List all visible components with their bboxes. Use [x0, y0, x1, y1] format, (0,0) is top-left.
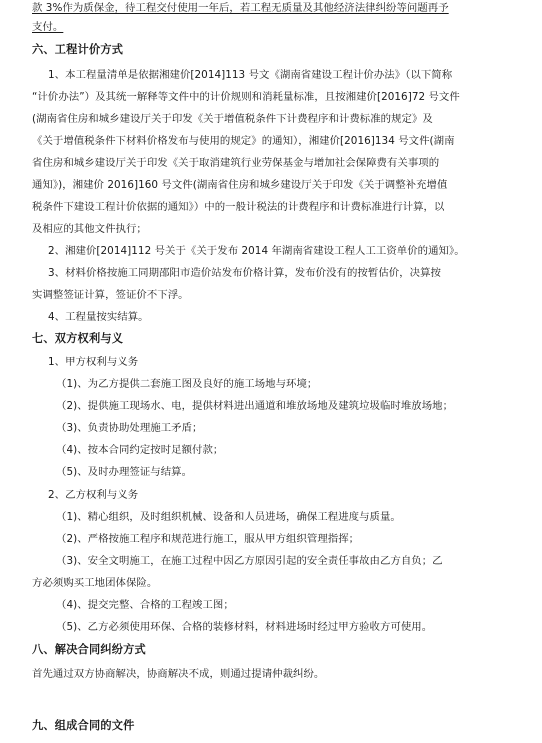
- section-6-paragraph-line: 通知》)，湘建价 2016]160 号文件(湖南省住房和城乡建设厅关于印发《关于调整补充增值: [32, 179, 448, 191]
- party-a-item: （3)、负责协助处理施工矛盾；: [56, 422, 203, 434]
- section-6-paragraph-line: (湖南省住房和城乡建设厅关于印发《关于增值税条件下计费程序和计费标准的规定》及: [32, 113, 433, 125]
- party-b-item: （4)、提交完整、合格的工程竣工图；: [56, 599, 234, 611]
- party-a-item: （5)、及时办理签证与结算。: [56, 466, 193, 478]
- party-a-item: （2)、提供施工现场水、电，提供材料进出通道和堆放场地及建筑垃圾临时堆放场地；: [56, 400, 454, 412]
- section-7-heading: 七、双方权利与义: [32, 332, 124, 345]
- payment-text-line: 支付。: [32, 21, 64, 33]
- section-6-item-4: 4、工程量按实结算。: [48, 311, 149, 323]
- section-6-paragraph-line: 1、本工程量清单是依据湘建价[2014]113 号文《湖南省建设工程计价办法》（以下简称: [48, 69, 453, 81]
- section-6-paragraph-line: 省住房和城乡建设厅关于印发《关于取消建筑行业劳保基金与增加社会保障费有关事项的: [32, 157, 440, 169]
- party-b-item: （5)、乙方必须使用环保、合格的装修材料，材料进场时经过甲方验收方可使用。: [56, 621, 433, 633]
- party-b-item: （3)、安全文明施工，在施工过程中因乙方原因引起的安全责任事故由乙方自负；乙: [56, 555, 443, 567]
- section-6-paragraph-line: 税条件下建设工程计价依据的通知》）中的一般计税法的计费程序和计费标准进行计算，以: [32, 201, 445, 213]
- party-b-heading: 2、乙方权利与义务: [48, 489, 139, 501]
- section-6-paragraph-line: 实调整签证计算，签证价不下浮。: [32, 289, 189, 301]
- section-6-paragraph-line: 3、材料价格按施工同期邵阳市造价站发布价格计算，发布价没有的按暂估价，决算按: [48, 267, 441, 279]
- section-9-heading: 九、组成合同的文件: [32, 719, 135, 732]
- section-6-paragraph-line: 《关于增值税条件下材料价格发布与使用的规定》的通知），湘建价[2016]134 号文件(湖南: [32, 135, 455, 147]
- party-a-heading: 1、甲方权利与义务: [48, 356, 139, 368]
- party-b-item: （1)、精心组织，及时组织机械、设备和人员进场，确保工程进度与质量。: [56, 511, 401, 523]
- party-b-item: （2)、严格按施工程序和规范进行施工，服从甲方组织管理指挥；: [56, 533, 360, 545]
- party-b-item-continuation: 方必须购买工地团体保险。: [32, 577, 158, 589]
- party-a-item: （4)、按本合同约定按时足额付款；: [56, 444, 224, 456]
- payment-text-line: 款 3%作为质保金，待工程交付使用一年后，若工程无质量及其他经济法律纠纷等问题再予: [32, 2, 449, 14]
- section-6-item-2: 2、湘建价[2014]112 号关于《关于发布 2014 年湖南省建设工程人工工资单价的通知》。: [48, 245, 465, 257]
- section-6-paragraph-line: 及相应的其他文件执行；: [32, 223, 147, 235]
- section-6-heading: 六、工程计价方式: [32, 43, 124, 56]
- section-8-text: 首先通过双方协商解决，协商解决不成，则通过提请仲裁纠纷。: [32, 668, 325, 680]
- section-6-paragraph-line: “计价办法”）及其统一解释等文件中的计价规则和消耗量标准，且按湘建价[2016]72 号文件: [32, 91, 460, 103]
- party-a-item: （1)、为乙方提供二套施工图及良好的施工场地与环境；: [56, 378, 318, 390]
- section-8-heading: 八、解决合同纠纷方式: [32, 643, 146, 656]
